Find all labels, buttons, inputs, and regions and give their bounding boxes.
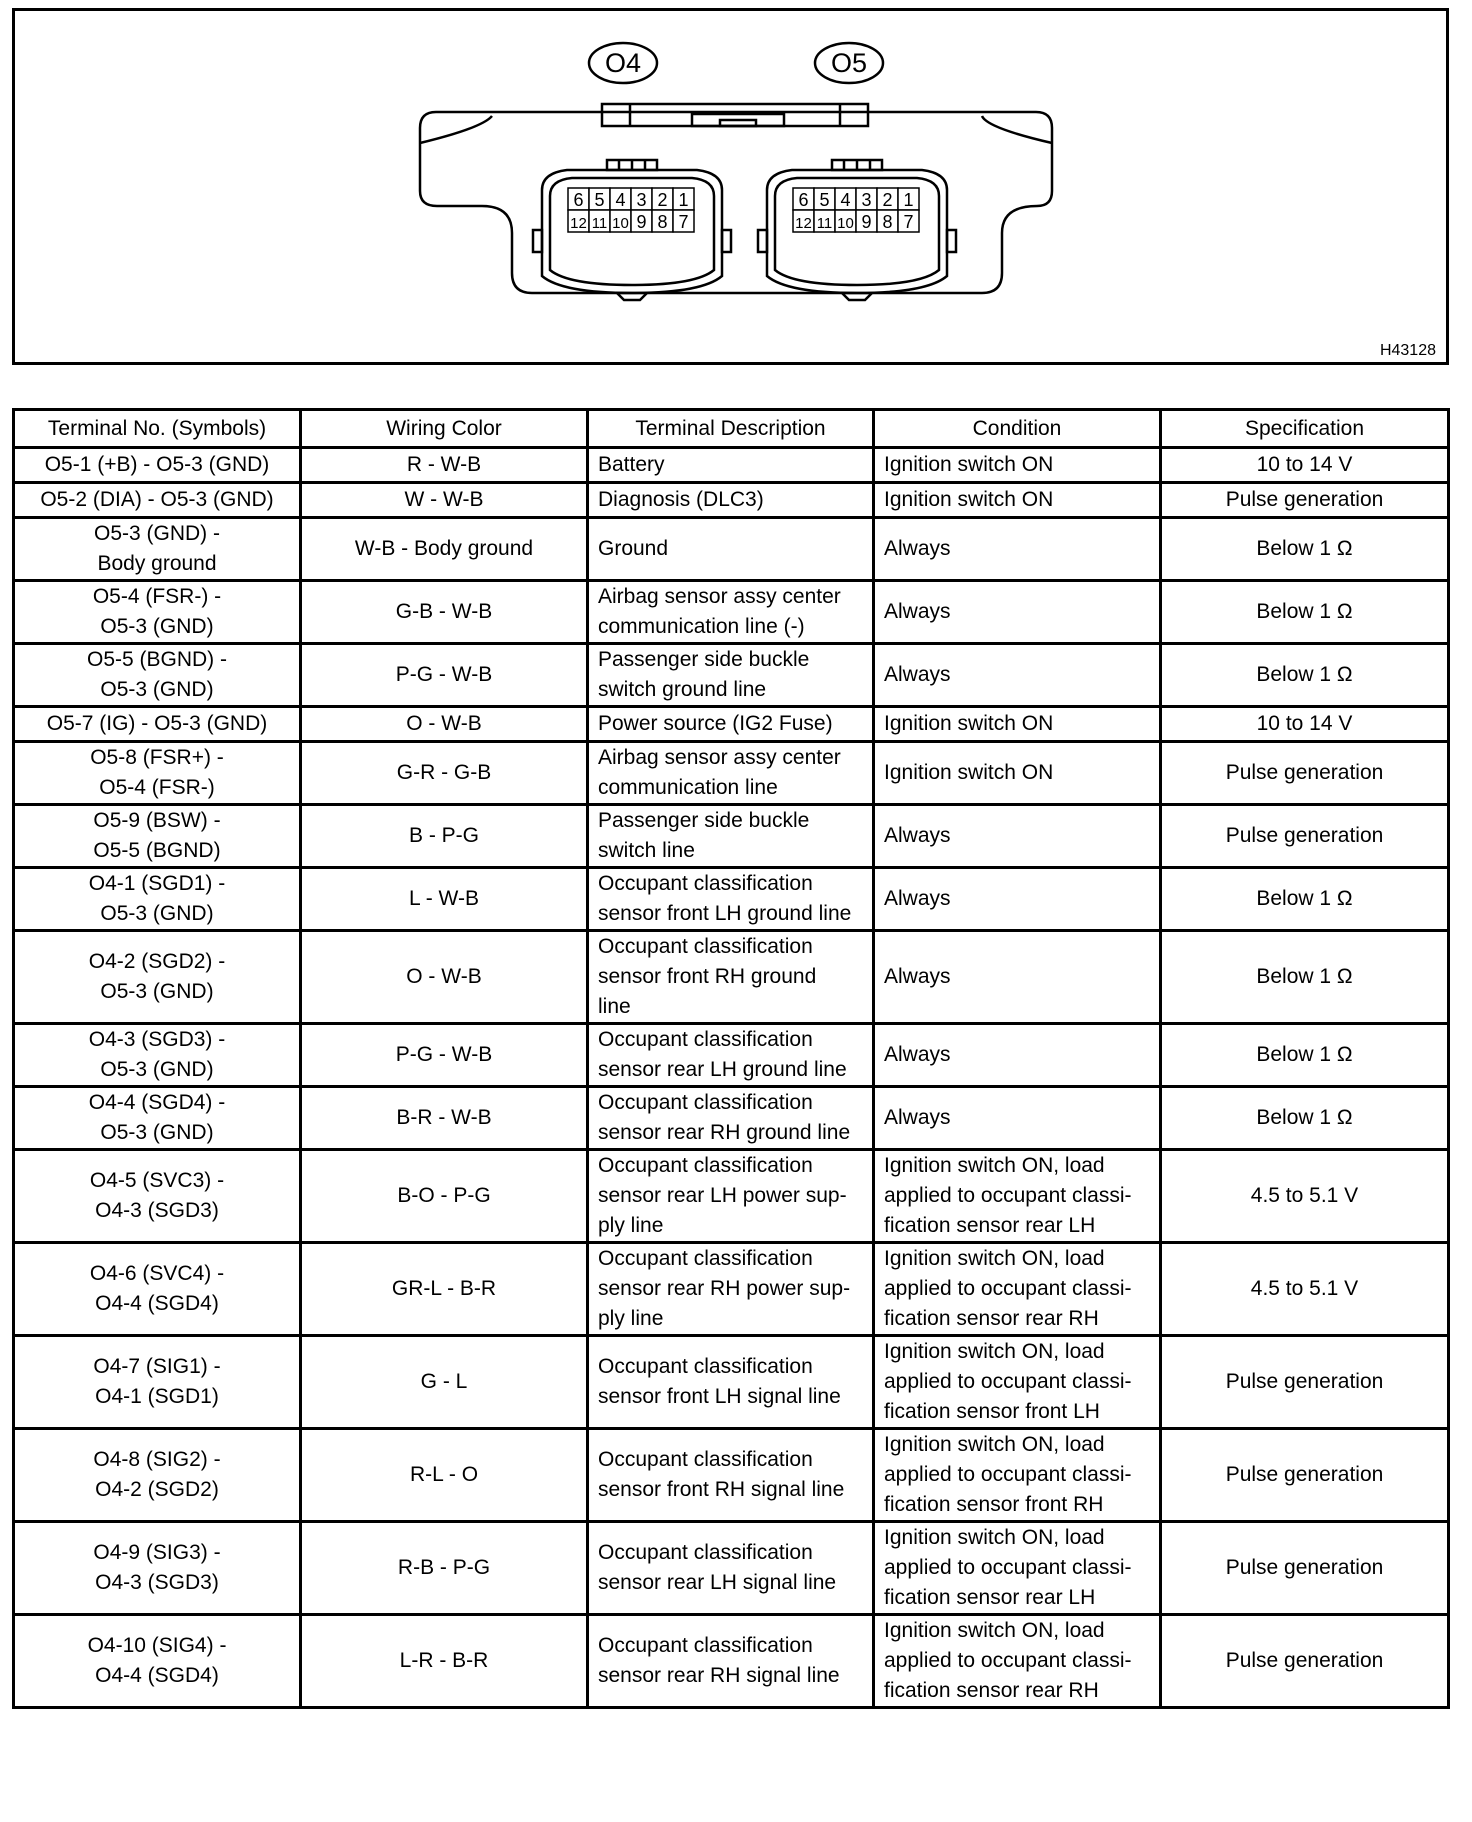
cell-terminal-description-line: communication line (-) [598,615,805,638]
cell-terminal [14,805,301,868]
cell-terminal-line: O4-3 (SGD3) - [88,1028,226,1051]
cell-condition-line: Ignition switch ON [884,712,1054,735]
cell-terminal-description-line: Occupant classification [598,1448,813,1471]
cell-terminal-line: O4-7 (SIG1) - [93,1355,221,1378]
connector-diagram-svg [12,8,1449,365]
cell-terminal-description-line: sensor front RH ground [598,965,817,988]
cell-wiring-color: P-G - W-B [301,1024,588,1087]
table-row [14,644,1449,707]
cell-terminal-description-line: Occupant classification [598,1355,813,1378]
cell-condition-line: Always [884,887,951,910]
cell-wiring-color: R-B - P-G [301,1522,588,1615]
cell-terminal-line: O5-1 (+B) - O5-3 (GND) [44,453,270,476]
pin-number: 8 [657,212,668,232]
cell-terminal [14,1429,301,1522]
cell-condition [874,518,1161,581]
cell-wiring-color: O - W-B [301,931,588,1024]
pin-number: 5 [819,190,830,210]
cell-specification: Below 1 Ω [1161,518,1449,581]
cell-terminal [14,644,301,707]
cell-condition-line: Ignition switch ON [884,488,1054,511]
cell-wiring-color: R - W-B [301,448,588,483]
cell-specification: Below 1 Ω [1161,581,1449,644]
cell-condition-line: applied to occupant classi- [884,1184,1132,1207]
cell-terminal-line: O5-3 (GND) [100,902,214,925]
cell-condition [874,1522,1161,1615]
cell-terminal [14,518,301,581]
cell-condition [874,1150,1161,1243]
cell-terminal [14,707,301,742]
cell-terminal [14,868,301,931]
cell-terminal-description [588,1615,874,1708]
cell-terminal-line: O4-1 (SGD1) - [88,872,226,895]
cell-condition-line: Ignition switch ON, load [884,1340,1105,1363]
cell-condition [874,931,1161,1024]
cell-terminal-description-line: Occupant classification [598,872,813,895]
cell-condition-line: Always [884,1106,951,1129]
cell-condition-line: applied to occupant classi- [884,1277,1132,1300]
cell-terminal [14,1024,301,1087]
cell-specification: 4.5 to 5.1 V [1161,1150,1449,1243]
cell-wiring-color: W-B - Body ground [301,518,588,581]
cell-wiring-color: W - W-B [301,483,588,518]
cell-terminal-description-line: Airbag sensor assy center [598,585,841,608]
cell-condition [874,805,1161,868]
cell-terminal-description [588,931,874,1024]
cell-condition [874,1243,1161,1336]
cell-terminal-description-line: sensor rear LH power sup- [598,1184,847,1207]
cell-terminal-line: O4-3 (SGD3) [95,1199,219,1222]
cell-condition-line: Ignition switch ON [884,761,1054,784]
cell-wiring-color: R-L - O [301,1429,588,1522]
pin-number: 9 [861,212,872,232]
cell-terminal-line: O4-8 (SIG2) - [93,1448,221,1471]
cell-condition-line: fication sensor rear RH [884,1307,1099,1330]
cell-terminal-description [588,1336,874,1429]
cell-terminal [14,1150,301,1243]
pin-number: 3 [636,190,647,210]
cell-terminal [14,1243,301,1336]
header-specification: Specification [1161,410,1449,448]
pin-number: 6 [798,190,809,210]
pin-number: 4 [615,190,626,210]
cell-specification: 10 to 14 V [1161,448,1449,483]
cell-terminal-line: O5-3 (GND) [100,1121,214,1144]
cell-condition [874,644,1161,707]
table-row [14,868,1449,931]
pin-number: 8 [882,212,893,232]
cell-terminal-description [588,707,874,742]
cell-wiring-color: L-R - B-R [301,1615,588,1708]
pin-number: 4 [840,190,851,210]
cell-terminal-line: O5-7 (IG) - O5-3 (GND) [46,712,268,735]
cell-terminal-description [588,868,874,931]
cell-terminal-description-line: switch line [598,839,695,862]
cell-terminal-description-line: Occupant classification [598,1541,813,1564]
cell-condition [874,483,1161,518]
cell-terminal [14,483,301,518]
cell-terminal [14,1522,301,1615]
cell-specification: 10 to 14 V [1161,707,1449,742]
cell-specification: Below 1 Ω [1161,1087,1449,1150]
table-row [14,1429,1449,1522]
pin-number: 2 [882,190,893,210]
cell-terminal-line: O5-3 (GND) [100,678,214,701]
cell-terminal [14,1087,301,1150]
cell-condition [874,581,1161,644]
cell-condition [874,1615,1161,1708]
cell-terminal-line: O5-3 (GND) [100,1058,214,1081]
cell-condition-line: Always [884,824,951,847]
pin-number: 12 [795,215,812,232]
table-row [14,448,1449,483]
header-wiring-color: Wiring Color [301,410,588,448]
cell-terminal-line: O4-4 (SGD4) - [88,1091,226,1114]
cell-terminal-description [588,518,874,581]
cell-terminal-description-line: Occupant classification [598,935,813,958]
cell-terminal-line: O5-3 (GND) - [94,522,220,545]
cell-specification: Pulse generation [1161,1336,1449,1429]
cell-terminal-description-line: Passenger side buckle [598,809,810,832]
cell-wiring-color: G - L [301,1336,588,1429]
cell-terminal-description [588,1150,874,1243]
pin-number: 2 [657,190,668,210]
cell-condition-line: applied to occupant classi- [884,1556,1132,1579]
pin-number: 1 [678,190,689,210]
cell-terminal-description-line: sensor rear RH signal line [598,1664,840,1687]
table-row [14,707,1449,742]
terminal-spec-table [12,408,1450,1709]
cell-terminal-line: Body ground [97,552,217,575]
cell-terminal-description-line: sensor front LH signal line [598,1385,841,1408]
pin-number: 7 [678,212,689,232]
table-row [14,1087,1449,1150]
cell-terminal-description-line: sensor front RH signal line [598,1478,845,1501]
cell-terminal-line: O5-5 (BGND) - [86,648,227,671]
cell-terminal-line: O4-9 (SIG3) - [93,1541,221,1564]
cell-condition-line: Always [884,965,951,988]
cell-terminal-line: O4-10 (SIG4) - [87,1634,227,1657]
table-row [14,1615,1449,1708]
cell-terminal-description-line: sensor front LH ground line [598,902,852,925]
cell-terminal-line: O4-2 (SGD2) - [88,950,226,973]
connector-o4-label: O4 [604,48,642,78]
table-row [14,805,1449,868]
cell-terminal-description [588,742,874,805]
cell-specification: Pulse generation [1161,1429,1449,1522]
cell-wiring-color: B - P-G [301,805,588,868]
cell-condition-line: fication sensor front RH [884,1493,1104,1516]
pin-number: 3 [861,190,872,210]
table-row [14,483,1449,518]
cell-condition-line: fication sensor rear LH [884,1214,1096,1237]
cell-terminal-description-line: Occupant classification [598,1247,813,1270]
cell-terminal-description-line: Battery [598,453,665,476]
cell-terminal-line: O5-2 (DIA) - O5-3 (GND) [40,488,274,511]
cell-condition-line: fication sensor front LH [884,1400,1100,1423]
pin-number: 11 [816,215,833,232]
cell-terminal [14,1615,301,1708]
cell-specification: 4.5 to 5.1 V [1161,1243,1449,1336]
cell-terminal [14,581,301,644]
cell-specification: Pulse generation [1161,742,1449,805]
cell-specification: Below 1 Ω [1161,644,1449,707]
cell-specification: Below 1 Ω [1161,931,1449,1024]
cell-condition [874,448,1161,483]
cell-terminal-description-line: communication line [598,776,778,799]
pin-number: 12 [570,215,587,232]
cell-terminal-line: O5-9 (BSW) - [93,809,221,832]
cell-terminal [14,448,301,483]
cell-terminal-description [588,1522,874,1615]
cell-wiring-color: G-B - W-B [301,581,588,644]
cell-terminal-description [588,1243,874,1336]
cell-specification: Below 1 Ω [1161,868,1449,931]
cell-condition-line: Always [884,1043,951,1066]
cell-terminal-description [588,1429,874,1522]
header-terminal-description: Terminal Description [588,410,874,448]
cell-condition [874,1429,1161,1522]
cell-terminal-line: O5-5 (BGND) [93,839,221,862]
cell-terminal-description-line: Occupant classification [598,1091,813,1114]
table-row [14,1522,1449,1615]
cell-condition-line: fication sensor rear RH [884,1679,1099,1702]
cell-terminal [14,931,301,1024]
cell-terminal-line: O4-4 (SGD4) [95,1664,219,1687]
cell-condition-line: Ignition switch ON [884,453,1054,476]
table-row [14,742,1449,805]
cell-terminal-line: O5-4 (FSR-) - [92,585,222,608]
cell-terminal-line: O4-5 (SVC3) - [89,1169,225,1192]
cell-terminal-description [588,448,874,483]
figure-code: H43128 [1379,342,1436,359]
cell-condition-line: applied to occupant classi- [884,1463,1132,1486]
cell-terminal-line: O5-3 (GND) [100,615,214,638]
cell-terminal [14,1336,301,1429]
table-row [14,518,1449,581]
header-terminal: Terminal No. (Symbols) [14,410,301,448]
cell-terminal-description [588,483,874,518]
cell-condition-line: Ignition switch ON, load [884,1433,1105,1456]
cell-specification: Pulse generation [1161,483,1449,518]
cell-specification: Below 1 Ω [1161,1024,1449,1087]
pin-number: 9 [636,212,647,232]
cell-condition [874,1336,1161,1429]
table-row [14,1243,1449,1336]
cell-terminal-description-line: Airbag sensor assy center [598,746,841,769]
cell-terminal-description-line: switch ground line [598,678,767,701]
cell-terminal-description-line: sensor rear RH power sup- [598,1277,851,1300]
cell-terminal-description-line: Ground [598,537,669,560]
cell-condition [874,1087,1161,1150]
cell-terminal-description [588,1087,874,1150]
table-row [14,1024,1449,1087]
cell-terminal-line: O5-4 (FSR-) [99,776,215,799]
cell-terminal [14,742,301,805]
cell-condition [874,1024,1161,1087]
cell-terminal-description-line: line [598,995,631,1018]
pin-number: 5 [594,190,605,210]
cell-terminal-description-line: Diagnosis (DLC3) [598,488,764,511]
cell-condition-line: applied to occupant classi- [884,1649,1132,1672]
table-row [14,1336,1449,1429]
cell-specification: Pulse generation [1161,1522,1449,1615]
cell-condition-line: fication sensor rear LH [884,1586,1096,1609]
cell-terminal-line: O4-3 (SGD3) [95,1571,219,1594]
connector-diagram [12,8,1449,365]
cell-terminal-line: O5-8 (FSR+) - [90,746,224,769]
pin-number: 1 [903,190,914,210]
pin-number: 6 [573,190,584,210]
table-header-row [14,410,1449,448]
cell-terminal-description-line: Occupant classification [598,1634,813,1657]
cell-wiring-color: L - W-B [301,868,588,931]
cell-wiring-color: B-O - P-G [301,1150,588,1243]
cell-condition-line: Always [884,537,951,560]
cell-terminal-line: O5-3 (GND) [100,980,214,1003]
cell-terminal-description [588,644,874,707]
table-row [14,1150,1449,1243]
cell-condition-line: Ignition switch ON, load [884,1247,1105,1270]
cell-terminal-description [588,1024,874,1087]
cell-terminal-description-line: Power source (IG2 Fuse) [598,712,833,735]
table-row [14,581,1449,644]
diagram-frame [14,10,1448,364]
cell-wiring-color: O - W-B [301,707,588,742]
cell-terminal-description-line: sensor rear LH signal line [598,1571,837,1594]
cell-terminal-description-line: sensor rear LH ground line [598,1058,847,1081]
cell-wiring-color: P-G - W-B [301,644,588,707]
cell-condition-line: Ignition switch ON, load [884,1154,1105,1177]
pin-number: 10 [837,215,854,232]
cell-specification: Pulse generation [1161,805,1449,868]
header-condition: Condition [874,410,1161,448]
cell-condition-line: applied to occupant classi- [884,1370,1132,1393]
pin-number: 10 [612,215,629,232]
cell-terminal-description-line: ply line [598,1214,664,1237]
pin-number: 7 [903,212,914,232]
cell-terminal-line: O4-1 (SGD1) [95,1385,219,1408]
cell-terminal-description-line: sensor rear RH ground line [598,1121,851,1144]
cell-condition-line: Always [884,663,951,686]
cell-condition-line: Ignition switch ON, load [884,1619,1105,1642]
cell-condition [874,707,1161,742]
cell-specification: Pulse generation [1161,1615,1449,1708]
table-row [14,931,1449,1024]
pin-number: 11 [591,215,608,232]
cell-terminal-description-line: Occupant classification [598,1028,813,1051]
cell-wiring-color: B-R - W-B [301,1087,588,1150]
cell-condition [874,868,1161,931]
cell-terminal-description-line: Occupant classification [598,1154,813,1177]
cell-condition-line: Always [884,600,951,623]
cell-terminal-line: O4-2 (SGD2) [95,1478,219,1501]
cell-condition-line: Ignition switch ON, load [884,1526,1105,1549]
cell-wiring-color: GR-L - B-R [301,1243,588,1336]
cell-terminal-line: O4-4 (SGD4) [95,1292,219,1315]
cell-terminal-description [588,581,874,644]
connector-o5-label: O5 [830,48,868,78]
cell-wiring-color: G-R - G-B [301,742,588,805]
cell-condition [874,742,1161,805]
cell-terminal-description-line: Passenger side buckle [598,648,810,671]
cell-terminal-description-line: ply line [598,1307,664,1330]
cell-terminal-line: O4-6 (SVC4) - [89,1262,225,1285]
cell-terminal-description [588,805,874,868]
